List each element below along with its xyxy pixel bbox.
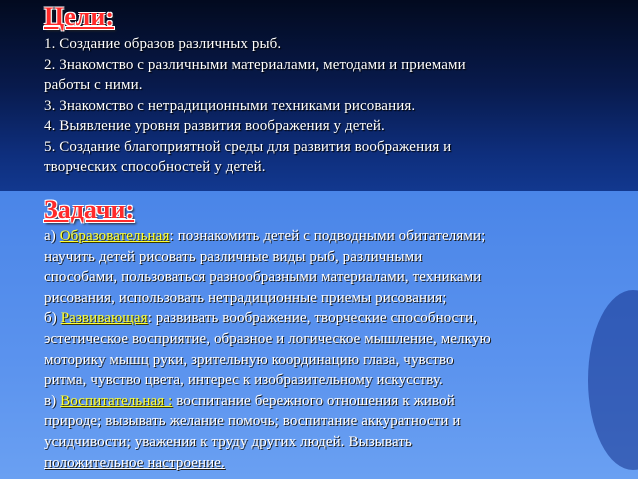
task-line: моторику мышц руки, зрительную координацию глаза, чувство	[44, 351, 454, 368]
tasks-list	[44, 226, 629, 473]
task-line: научить детей рисовать различные виды рыб, различными	[44, 248, 423, 265]
task-c-line	[44, 391, 629, 412]
task-line: усидчивости; уважения к труду других людей. Вызывать	[44, 433, 412, 450]
task-b-text: : развивать воображение, творческие способности,	[147, 310, 478, 327]
task-line: способами, пользоваться разнообразными материалами, техниками	[44, 269, 482, 286]
task-line: эстетическое восприятие, образное и логическое мышление, мелкую	[44, 330, 491, 347]
goal-line: 2. Знакомство с различными материалами, методами и приемами	[44, 56, 466, 73]
task-c-keyword: Воспитательная :	[60, 392, 173, 409]
task-b-keyword: Развивающая	[60, 310, 148, 327]
task-line: ритма, чувство цвета, интерес к изобразительному искусству.	[44, 372, 443, 389]
goal-line: 5. Создание благоприятной среды для развития воображения и	[44, 138, 452, 155]
task-b-line	[44, 308, 629, 329]
goal-line: работы с ними.	[44, 77, 143, 93]
task-a-prefix: а)	[44, 228, 60, 244]
task-line: рисования, использовать нетрадиционные приемы рисования;	[44, 289, 447, 306]
task-line: природе; вызывать желание помочь; воспитание аккуратности и	[44, 413, 461, 430]
goal-line: 4. Выявление уровня развития воображения у детей.	[44, 118, 385, 134]
task-a-text: : познакомить детей с подводными обитателями;	[169, 228, 486, 244]
task-b-prefix: б)	[44, 310, 61, 327]
task-line: положительное настроение.	[44, 454, 225, 471]
task-c-prefix: в)	[44, 392, 61, 409]
goal-line: 1. Создание образов различных рыб.	[44, 36, 282, 52]
task-c-text: воспитание бережного отношения к живой	[172, 392, 455, 409]
task-a-line	[44, 226, 629, 247]
goal-line: 3. Знакомство с нетрадиционными техниками рисования.	[44, 97, 416, 114]
goal-line: творческих способностей у детей.	[44, 159, 266, 175]
goals-list	[44, 34, 624, 178]
tasks-heading: Задачи:	[44, 195, 135, 224]
goals-heading: Цели:	[44, 2, 114, 31]
task-a-keyword: Образовательная	[59, 228, 170, 244]
